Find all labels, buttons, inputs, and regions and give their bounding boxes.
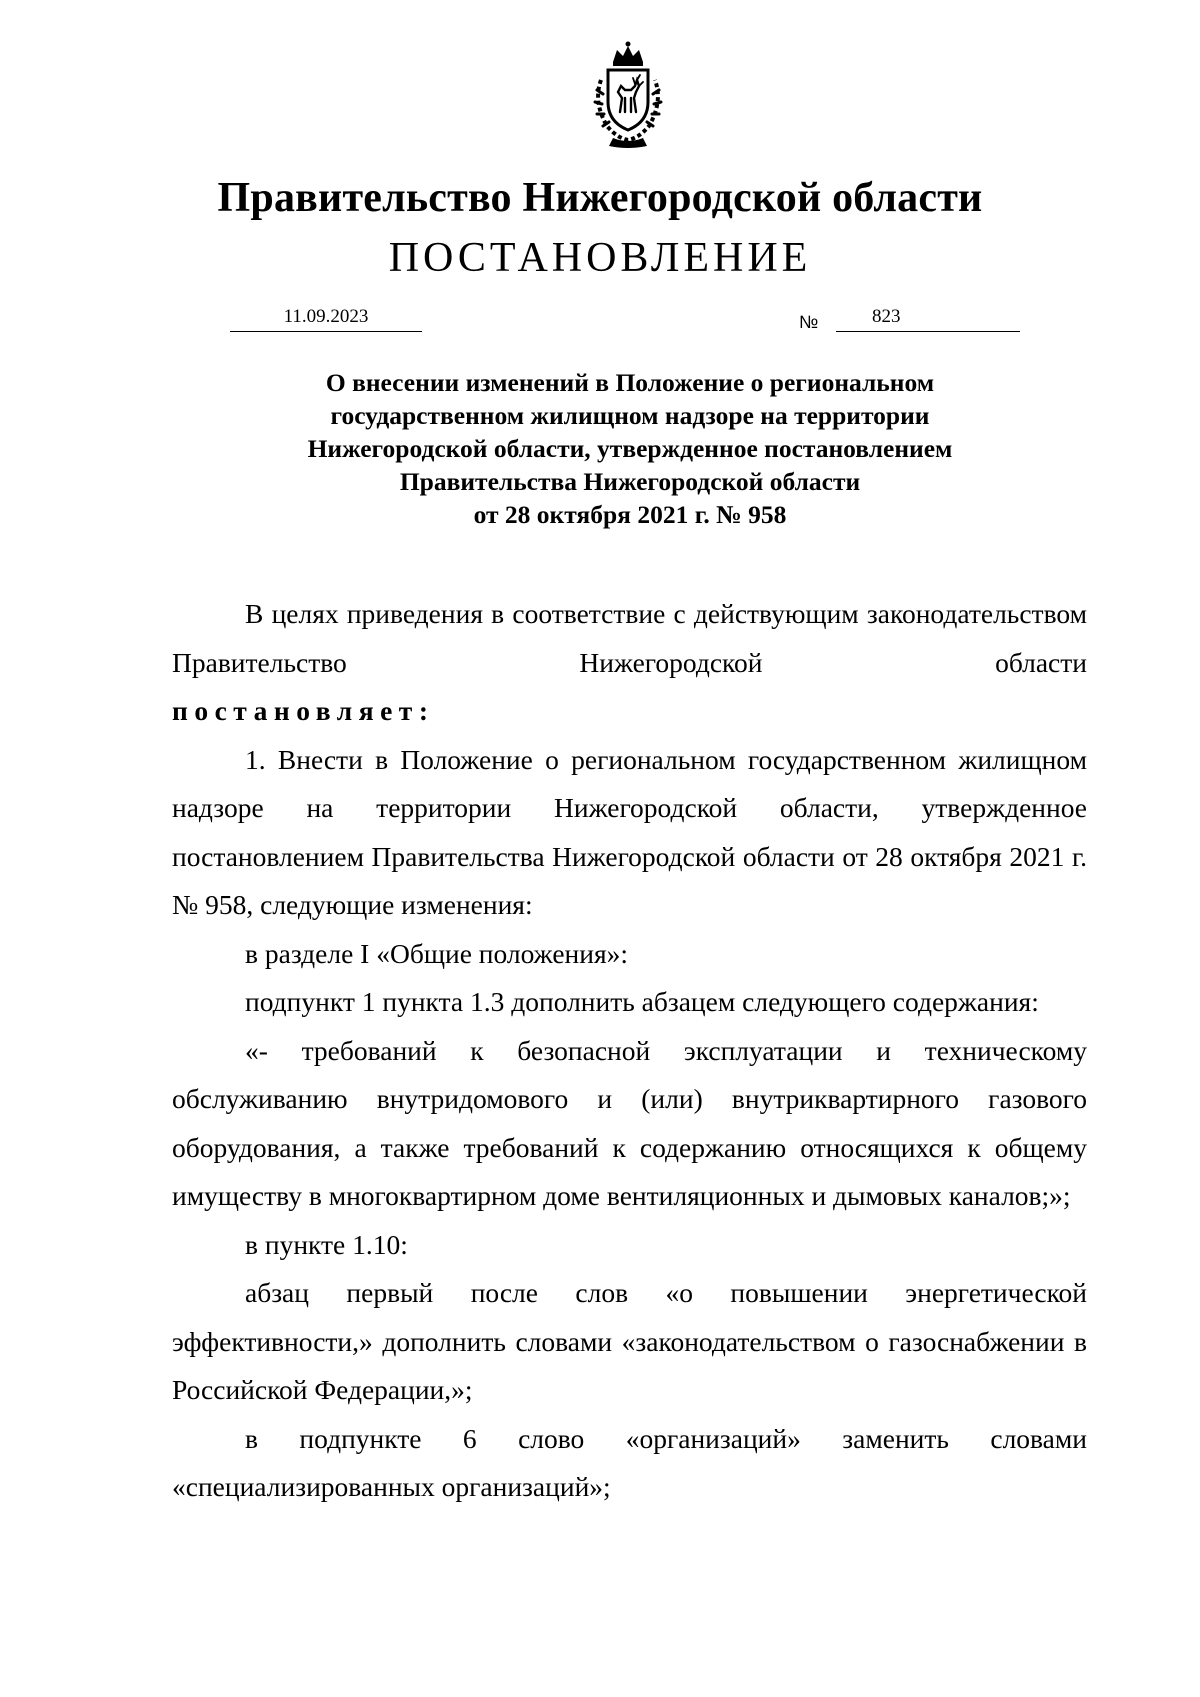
subject-line: государственном жилищном надзоре на территории — [330, 401, 930, 430]
document-date: 11.09.2023 — [230, 306, 422, 332]
body-paragraph: «- требований к безопасной эксплуатации и техническому обслуживанию внутридомового и (или) внутриквартирного газового оборудования, а также требований к содержанию относящихся к общему имуществу в многоквартирном доме вентиляционных и дымовых каналов;»; — [172, 1034, 1087, 1211]
document-type: ПОСТАНОВЛЕНИЕ — [388, 235, 812, 281]
nizhny-novgorod-coat-of-arms-icon — [573, 40, 683, 150]
document-subject — [150, 366, 1110, 531]
body-paragraph: 1. Внести в Положение о региональном государственном жилищном надзоре на территории Нижегородской области, утвержденное постановлением Правительства Нижегородской области от 28 октября 2021 г. № 958, следующие изменения: — [172, 743, 1087, 920]
subject-line: О внесении изменений в Положение о региональном — [325, 368, 935, 397]
subject-line: от 28 октября 2021 г. № 958 — [473, 500, 787, 529]
body-paragraph: в разделе I «Общие положения»: — [245, 937, 628, 969]
body-paragraph: в подпункте 6 слово «организаций» заменить словами «специализированных организаций»; — [172, 1422, 1087, 1502]
body-paragraph: в пункте 1.10: — [245, 1228, 408, 1260]
resolves-word: постановляет: — [172, 695, 435, 726]
body-paragraph: абзац первый после слов «о повышении энергетической эффективности,» дополнить словами «законодательством о газоснабжении в Российской Федерации,»; — [172, 1277, 1087, 1405]
number-label: № — [799, 312, 819, 332]
document-body — [172, 590, 1087, 1512]
organization-title: Правительство Нижегородской области — [217, 175, 983, 221]
subject-line: Правительства Нижегородской области — [399, 467, 861, 496]
document-number: 823 — [836, 306, 1020, 332]
body-paragraph: подпункт 1 пункта 1.3 дополнить абзацем следующего содержания: — [245, 986, 1039, 1017]
subject-line: Нижегородской области, утвержденное постановлением — [307, 434, 953, 463]
preamble-paragraph: В целях приведения в соответствие с действующим законодательством Правительство Нижегородской области — [172, 598, 1087, 678]
resolves-paragraph — [172, 687, 1087, 736]
